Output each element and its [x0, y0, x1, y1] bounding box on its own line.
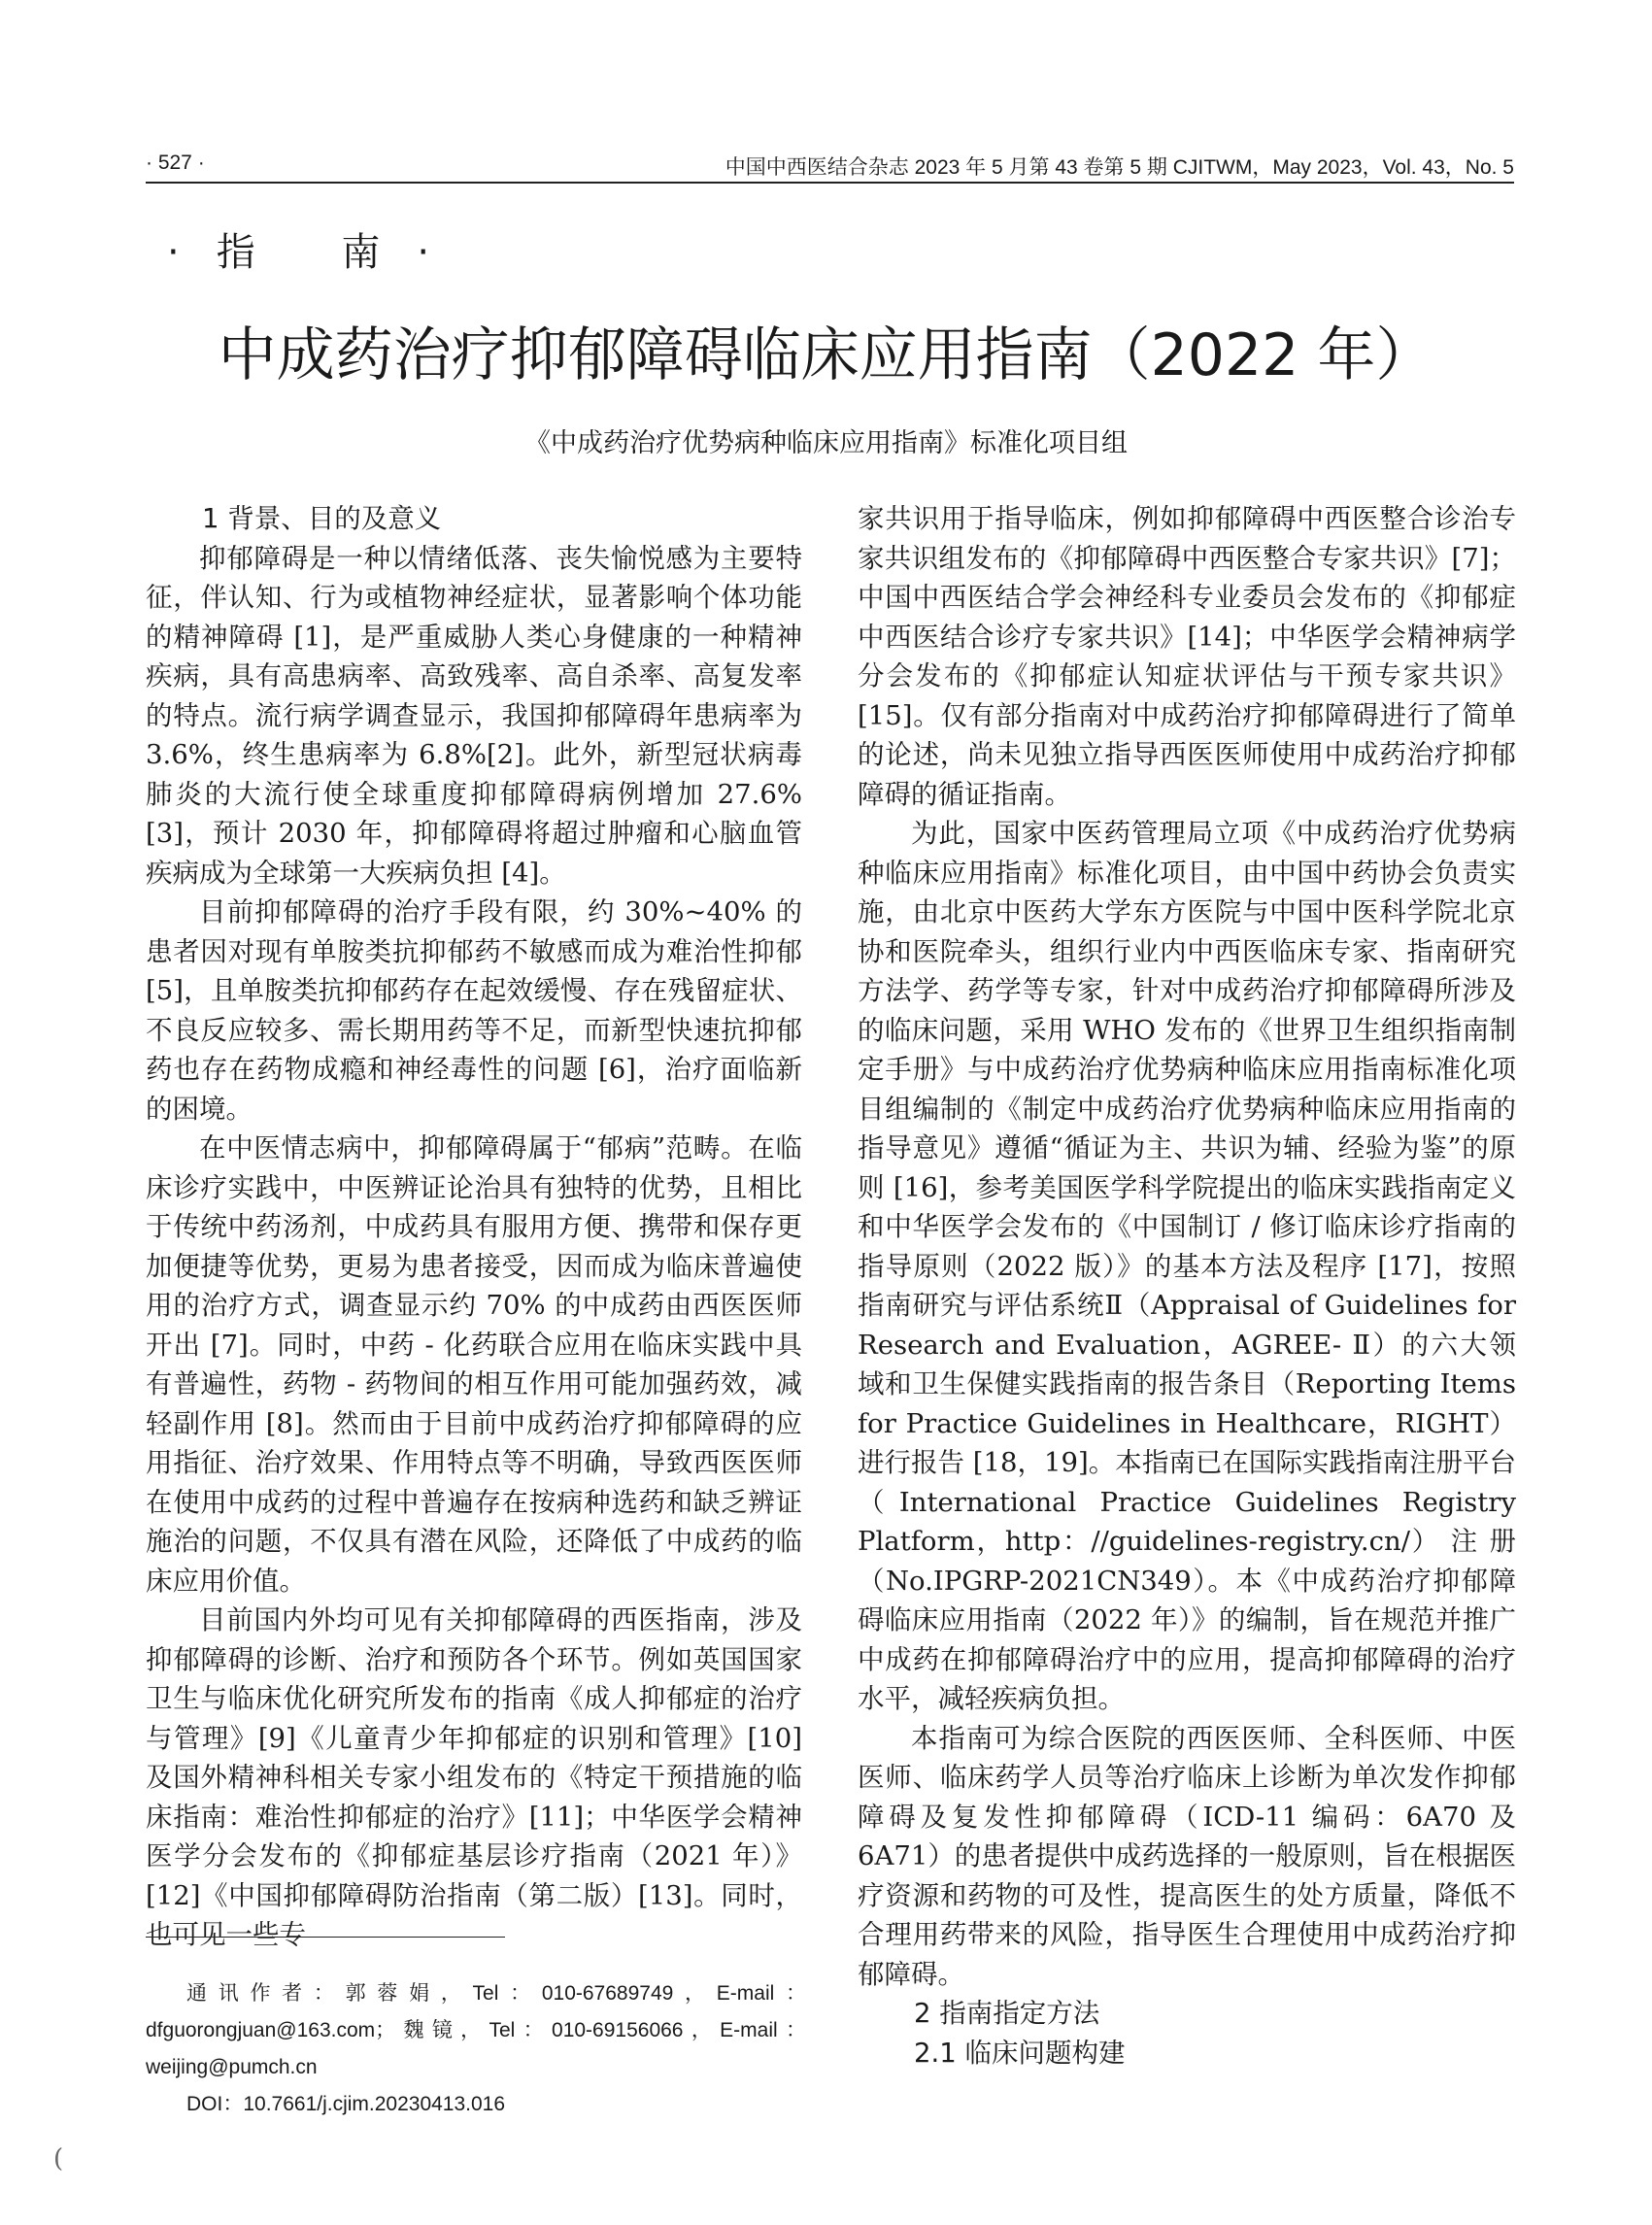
paragraph: 在中医情志病中，抑郁障碍属于“郁病”范畴。在临床诊疗实践中，中医辨证论治具有独特的优势，且相比于传统中药汤剂，中成药具有服用方便、携带和保存更加便捷等优势，更易为患者接受，因而成为临床普遍使用的治疗方式，调查显示约 70% 的中成药由西医医师开出 [7]。同时，中药 - 化药联合应用在临床实践中具有普遍性，药物 - 药物间的相互作用可能加强药效，减轻副作用 [8]。然而由于目前中成药治疗抑郁障碍的应用指征、治疗效果、作用特点等不明确，导致西医医师在使用中成药的过程中普遍存在按病种选药和缺乏辨证施治的问题，不仅具有潜在风险，还降低了中成药的临床应用价值。: [146, 1132, 802, 1597]
corner-mark: (: [53, 2144, 64, 2174]
heading-clinical-questions: 2.1 临床问题构建: [914, 2037, 1126, 2069]
paragraph: 目前国内外均可见有关抑郁障碍的西医指南，涉及抑郁障碍的诊断、治疗和预防各个环节。例如英国国家卫生与临床优化研究所发布的指南《成人抑郁症的治疗与管理》[9]《儿童青少年抑郁症的识别和管理》[10] 及国外精神科相关专家小组发布的《特定干预措施的临床指南：难治性抑郁症的治疗》[11]；中华医学会精神医学分会发布的《抑郁症基层诊疗指南（2021 年）》[12]《中国抑郁障碍防治指南（第二版）[13]。同时，也可见一些专: [146, 1604, 802, 1950]
section-tag: ·指 南·: [167, 230, 467, 275]
journal-citation: 中国中西医结合杂志 2023 年 5 月第 43 卷第 5 期 CJITWM，May 2023，Vol. 43，No. 5: [725, 156, 1514, 179]
paragraph: 本指南可为综合医院的西医医师、全科医师、中医医师、临床药学人员等治疗临床上诊断为单次发作抑郁障碍及复发性抑郁障碍（ICD-11 编码：6A70 及 6A71）的患者提供中成药选择的一般原则，旨在根据医疗资源和药物的可及性，提高医生的处方质量，降低不合理用药带来的风险，指导医生合理使用中成药治疗抑郁障碍。: [858, 1722, 1516, 1990]
article-title: 中成药治疗抑郁障碍临床应用指南（2022 年）: [218, 321, 1434, 389]
running-header: [146, 148, 1514, 185]
corresponding-authors: 通讯作者：郭蓉娟，Tel：010-67689749，E-mail：dfguorongjuan@163.com；魏镜，Tel：010-69156066，E-mail：weijing@pumch.cn: [146, 1982, 806, 2078]
heading-methods: 2 指南指定方法: [914, 1998, 1100, 2029]
doi: DOI：10.7661/j.cjim.20230413.016: [186, 2093, 506, 2115]
paragraph: 家共识用于指导临床，例如抑郁障碍中西医整合诊治专家共识组发布的《抑郁障碍中西医整合专家共识》[7]；中国中西医结合学会神经科专业委员会发布的《抑郁症中西医结合诊疗专家共识》[14]；中华医学会精神病学分会发布的《抑郁症认知症状评估与干预专家共识》[15]。仅有部分指南对中成药治疗抑郁障碍进行了简单的论述，尚未见独立指导西医医师使用中成药治疗抑郁障碍的循证指南。: [858, 503, 1516, 810]
page-number: · 527 ·: [146, 152, 205, 174]
heading-background: 1 背景、目的及意义: [202, 503, 442, 534]
paragraph: 为此，国家中医药管理局立项《中成药治疗优势病种临床应用指南》标准化项目，由中国中药协会负责实施，由北京中医药大学东方医院与中国中医科学院北京协和医院牵头，组织行业内中西医临床专家、指南研究方法学、药学等专家，针对中成药治疗抑郁障碍所涉及的临床问题，采用 WHO 发布的《世界卫生组织指南制定手册》与中成药治疗优势病种临床应用指南标准化项目组编制的《制定中成药治疗优势病种临床应用指南的指导意见》遵循“循证为主、共识为辅、经验为鉴”的原则 [16]，参考美国医学科学院提出的临床实践指南定义和中华医学会发布的《中国制订 / 修订临床诊疗指南的指导原则（2022 版）》的基本方法及程序 [17]，按照指南研究与评估系统Ⅱ（Appraisal of Guidelines for Research and Evaluation，AGREE- Ⅱ）的六大领域和卫生保健实践指南的报告条目（Reporting Items for Practice Guidelines in Healthcare，RIGHT）进行报告 [18，19]。本指南已在国际实践指南注册平台（International Practice Guidelines Registry Platform，http：//guidelines-registry.cn/） 注 册（No.IPGRP-2021CN349）。本《中成药治疗抑郁障碍临床应用指南（2022 年）》的编制，旨在规范并推广中成药在抑郁障碍治疗中的应用，提高抑郁障碍的治疗水平，减轻疾病负担。: [858, 818, 1516, 1714]
left-column: [146, 499, 802, 1955]
author-group: 《中成药治疗优势病种临床应用指南》标准化项目组: [524, 428, 1128, 458]
paragraph: 目前抑郁障碍的治疗手段有限，约 30%~40% 的患者因对现有单胺类抗抑郁药不敏感而成为难治性抑郁 [5]，且单胺类抗抑郁药存在起效缓慢、存在残留症状、不良反应较多、需长期用药等不足，而新型快速抗抑郁药也存在药物成瘾和神经毒性的问题 [6]，治疗面临新的困境。: [146, 896, 802, 1125]
footnote-rule: [146, 1937, 505, 1938]
header-rule: [146, 182, 1514, 184]
footnote: [146, 1975, 806, 2123]
paragraph: 抑郁障碍是一种以情绪低落、丧失愉悦感为主要特征，伴认知、行为或植物神经症状，显著影响个体功能的精神障碍 [1]，是严重威胁人类心身健康的一种精神疾病，具有高患病率、高致残率、高自杀率、高复发率的特点。流行病学调查显示，我国抑郁障碍年患病率为 3.6%，终生患病率为 6.8%[2]。此外，新型冠状病毒肺炎的大流行使全球重度抑郁障碍病例增加 27.6%[3]，预计 2030 年，抑郁障碍将超过肿瘤和心脑血管疾病成为全球第一大疾病负担 [4]。: [146, 542, 802, 889]
right-column: [858, 499, 1516, 2073]
